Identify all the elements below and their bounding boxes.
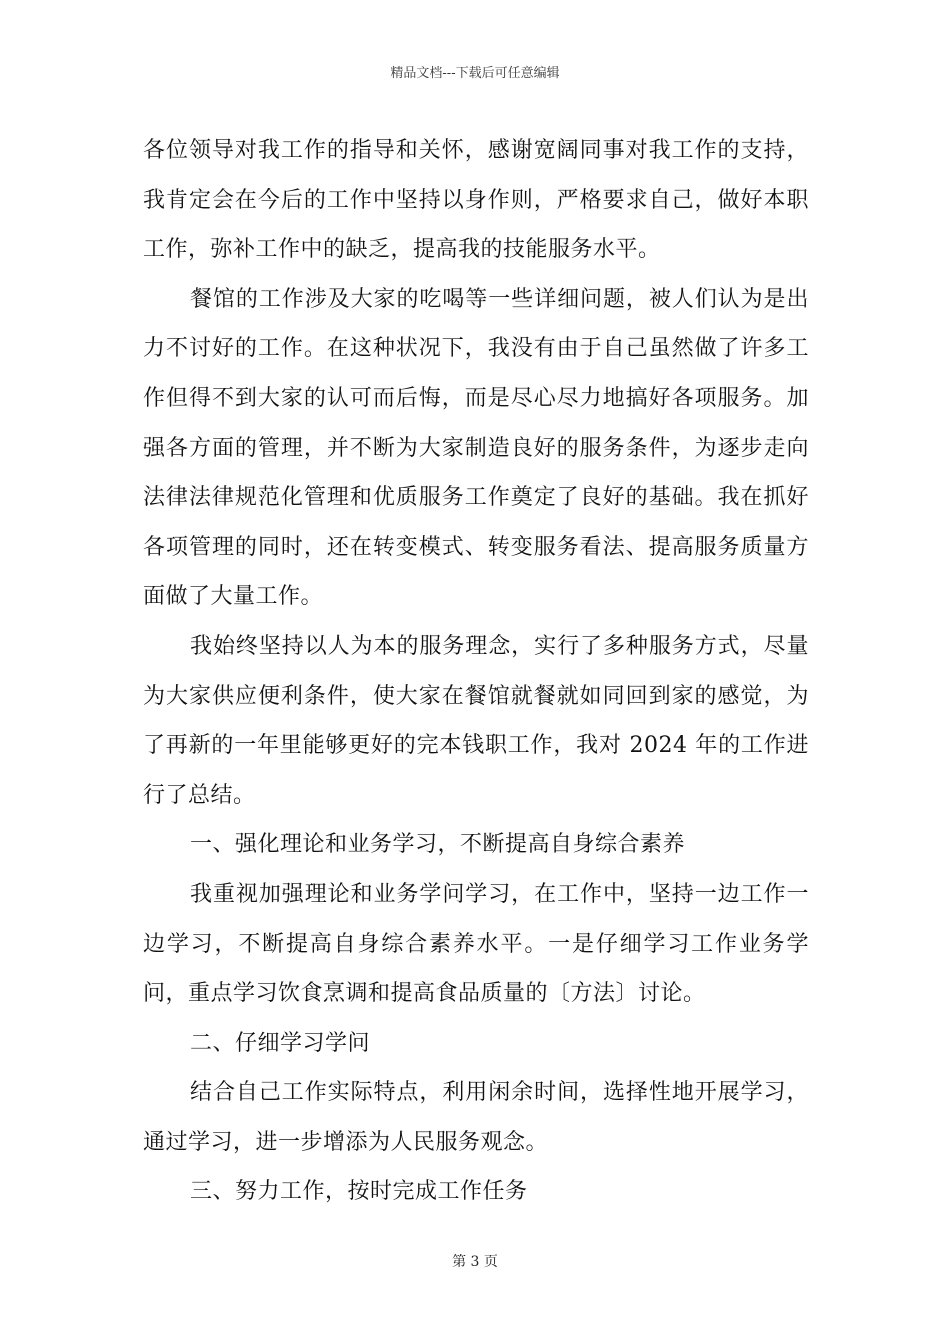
page-header: 精品文档---下载后可任意编辑 <box>390 66 560 81</box>
paragraph-restaurant-work: 餐馆的工作涉及大家的吃喝等一些详细问题，被人们认为是出力不讨好的工作。在这种状况下，我没有由于自己虽然做了许多工作但得不到大家的认可而后悔，而是尽心尽力地搞好各项服务。加强各方面的管理，并不断为大家制造良好的服务条件，为逐步走向法律法律规范化管理和优质服务工作奠定了良好的基础。我在抓好各项管理的同时，还在转变模式、转变服务看法、提高服务质量方面做了大量工作。 <box>143 286 809 610</box>
document-body <box>143 126 809 1217</box>
paragraph-service-philosophy: 我始终坚持以人为本的服务理念，实行了多种服务方式，尽量为大家供应便利条件，使大家在餐馆就餐就如同回到家的感觉，为了再新的一年里能够更好的完本钱职工作，我对 2024 年的工作进行了总结。 <box>143 633 809 808</box>
section-heading-2: 二、仔细学习学问 <box>190 1030 371 1056</box>
paragraph-study: 我重视加强理论和业务学问学习，在工作中，坚持一边工作一边学习，不断提高自身综合素养水平。一是仔细学习工作业务学问，重点学习饮食烹调和提高食品质量的〔方法〕讨论。 <box>143 881 809 1007</box>
paragraph-continuation: 各位领导对我工作的指导和关怀，感谢宽阔同事对我工作的支持，我肯定会在今后的工作中坚持以身作则，严格要求自己，做好本职工作，弥补工作中的缺乏，提高我的技能服务水平。 <box>143 138 809 263</box>
page-number: 第 3 页 <box>452 1254 498 1270</box>
section-heading-3: 三、努力工作，按时完成工作任务 <box>190 1179 528 1205</box>
paragraph-self-study: 结合自己工作实际特点，利用闲余时间，选择性地开展学习，通过学习，进一步增添为人民服务观念。 <box>143 1080 809 1155</box>
section-heading-1: 一、强化理论和业务学习，不断提高自身综合素养 <box>190 832 686 858</box>
